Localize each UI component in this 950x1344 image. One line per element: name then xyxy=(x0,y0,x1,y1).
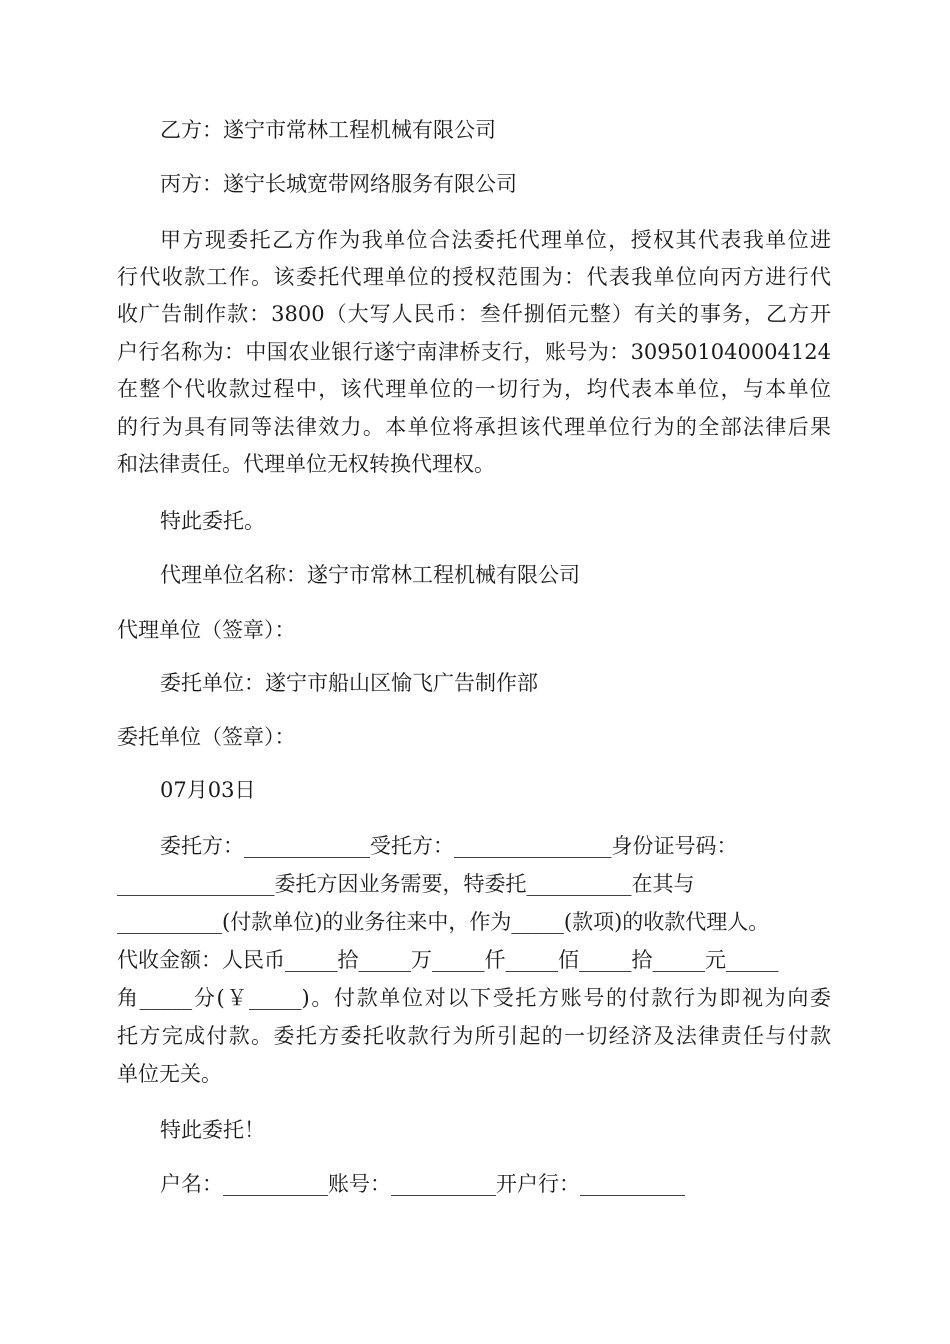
agent-name-line: 代理单位名称：遂宁市常林工程机械有限公司 xyxy=(160,563,580,587)
paragraph-line: 和法律责任。代理单位无权转换代理权。 xyxy=(117,452,495,476)
paragraph-line: 的行为具有同等法律效力。本单位将承担该代理单位行为的全部法律后果 xyxy=(117,415,831,439)
party-c-line: 丙方：遂宁长城宽带网络服务有限公司 xyxy=(160,172,517,196)
paragraph-line: 委托方：____________受托方：_______________身份证号码： xyxy=(160,834,738,858)
paragraph-line: 在整个代收款过程中，该代理单位的一切行为，均代表本单位，与本单位 xyxy=(117,377,831,401)
paragraph-line: 户行名称为：中国农业银行遂宁南津桥支行，账号为：309501040004124 xyxy=(117,340,831,364)
paragraph-line: 行代收款工作。该委托代理单位的授权范围为：代表我单位向丙方进行代 xyxy=(117,265,831,289)
paragraph-line: 角_____分(￥_____)。付款单位对以下受托方账号的付款行为即视为向委 xyxy=(117,986,831,1010)
paragraph-line: 代收金额：人民币_____拾_____万_____仟_____佰_____拾_____元_____ xyxy=(117,948,779,972)
paragraph-line: __________(付款单位)的业务往来中，作为_____(款项)的收款代理人。 xyxy=(117,910,770,934)
date-line: 07月03日 xyxy=(160,778,256,802)
party-b-line: 乙方：遂宁市常林工程机械有限公司 xyxy=(160,118,496,142)
paragraph-line: 甲方现委托乙方作为我单位合法委托代理单位，授权其代表我单位进 xyxy=(160,228,831,252)
paragraph-line: 单位无关。 xyxy=(117,1062,222,1086)
paragraph-line: _______________委托方因业务需要，特委托__________在其与 xyxy=(117,872,695,896)
hereby-entrust-2: 特此委托！ xyxy=(160,1118,265,1142)
paragraph-line: 收广告制作款：3800（大写人民币：叁仟捌佰元整）有关的事务，乙方开 xyxy=(117,302,831,326)
principal-line: 委托单位：遂宁市船山区愉飞广告制作部 xyxy=(160,671,538,695)
hereby-entrust: 特此委托。 xyxy=(160,509,265,533)
account-line: 户名：__________账号：__________开户行：__________ xyxy=(160,1172,685,1196)
principal-seal-line: 委托单位（签章）： xyxy=(117,725,296,749)
paragraph-line: 托方完成付款。委托方委托收款行为所引起的一切经济及法律责任与付款 xyxy=(117,1024,831,1048)
agent-seal-line: 代理单位（签章）： xyxy=(117,618,296,642)
